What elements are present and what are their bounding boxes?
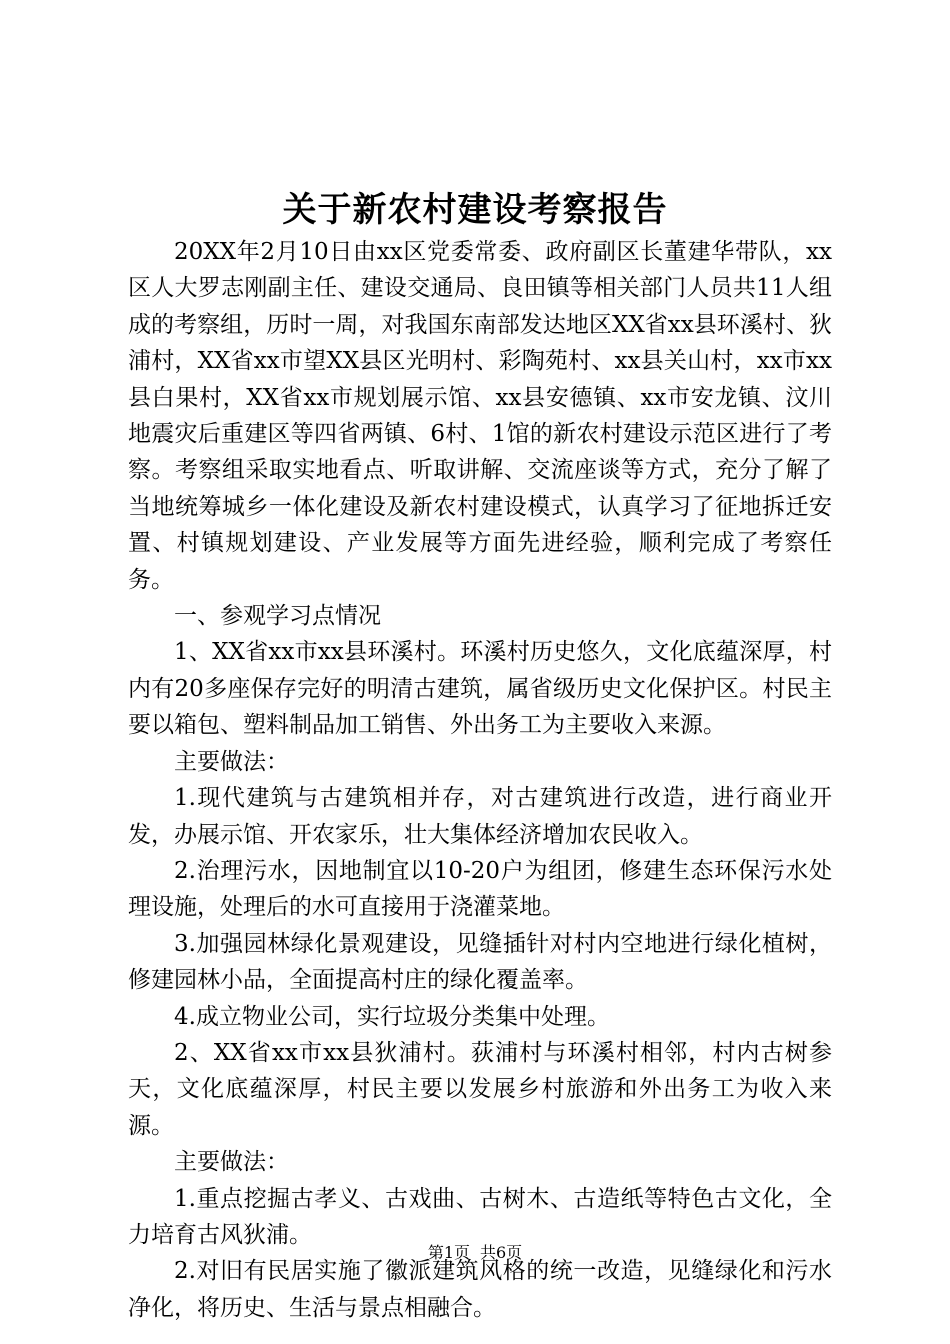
- paragraph-methods-heading: 主要做法：: [174, 748, 289, 775]
- paragraph-method-item: 1.重点挖掘古孝义、古戏曲、古树木、古造纸等特色古文化，全力培育古风狄浦。: [128, 1185, 832, 1248]
- paragraph-method-item: 2.治理污水，因地制宜以10-20户为组团，修建生态环保污水处理设施，处理后的水可直接用于浇灌菜地。: [128, 857, 832, 921]
- paragraph-method-item: 2.对旧有民居实施了徽派建筑风格的统一改造，见缝绿化和污水净化，将历史、生活与景点相融合。: [128, 1258, 832, 1321]
- paragraph-methods-heading: 主要做法：: [174, 1149, 289, 1176]
- paragraph-site-2: 2、XX省xx市xx县狄浦村。荻浦村与环溪村相邻，村内古树参天，文化底蕴深厚，村民主要以发展乡村旅游和外出务工为收入来源。: [128, 1039, 832, 1139]
- paragraph-intro: 20XX年2月10日由xx区党委常委、政府副区长董建华带队，xx区人大罗志刚副主任、建设交通局、良田镇等相关部门人员共11人组成的考察组，历时一周，对我国东南部发达地区XX省xx县环溪村、狄浦村，XX省xx市望XX县区光明村、彩陶苑村、xx县关山村，xx市xx县白果村，XX省xx市规划展示馆、xx县安德镇、xx市安龙镇、汶川地震灾后重建区等四省两镇、6村、1馆的新农村建设示范区进行了考察。考察组采取实地看点、听取讲解、交流座谈等方式，充分了解了当地统筹城乡一体化建设及新农村建设模式，认真学习了征地拆迁安置、村镇规划建设、产业发展等方面先进经验，顺利完成了考察任务。: [128, 239, 832, 593]
- paragraph-method-item: 4.成立物业公司，实行垃圾分类集中处理。: [174, 1003, 610, 1030]
- page-total: 共6页: [480, 1243, 523, 1262]
- paragraph-method-item: 1.现代建筑与古建筑相并存，对古建筑进行改造，进行商业开发，办展示馆、开农家乐，壮大集体经济增加农民收入。: [128, 785, 832, 848]
- document-title: 关于新农村建设考察报告: [282, 190, 668, 230]
- paragraph-method-item: 3.加强园林绿化景观建设，见缝插针对村内空地进行绿化植树，修建园林小品，全面提高村庄的绿化覆盖率。: [128, 930, 832, 994]
- page-number: 第1页: [427, 1243, 470, 1262]
- paragraph-site-1: 1、XX省xx市xx县环溪村。环溪村历史悠久，文化底蕴深厚，村内有20多座保存完好的明清古建筑，属省级历史文化保护区。村民主要以箱包、塑料制品加工销售、外出务工为主要收入来源。: [128, 639, 832, 739]
- page-footer: [0, 1242, 950, 1264]
- section-heading: 一、参观学习点情况: [174, 603, 381, 630]
- document-body: [128, 234, 832, 1326]
